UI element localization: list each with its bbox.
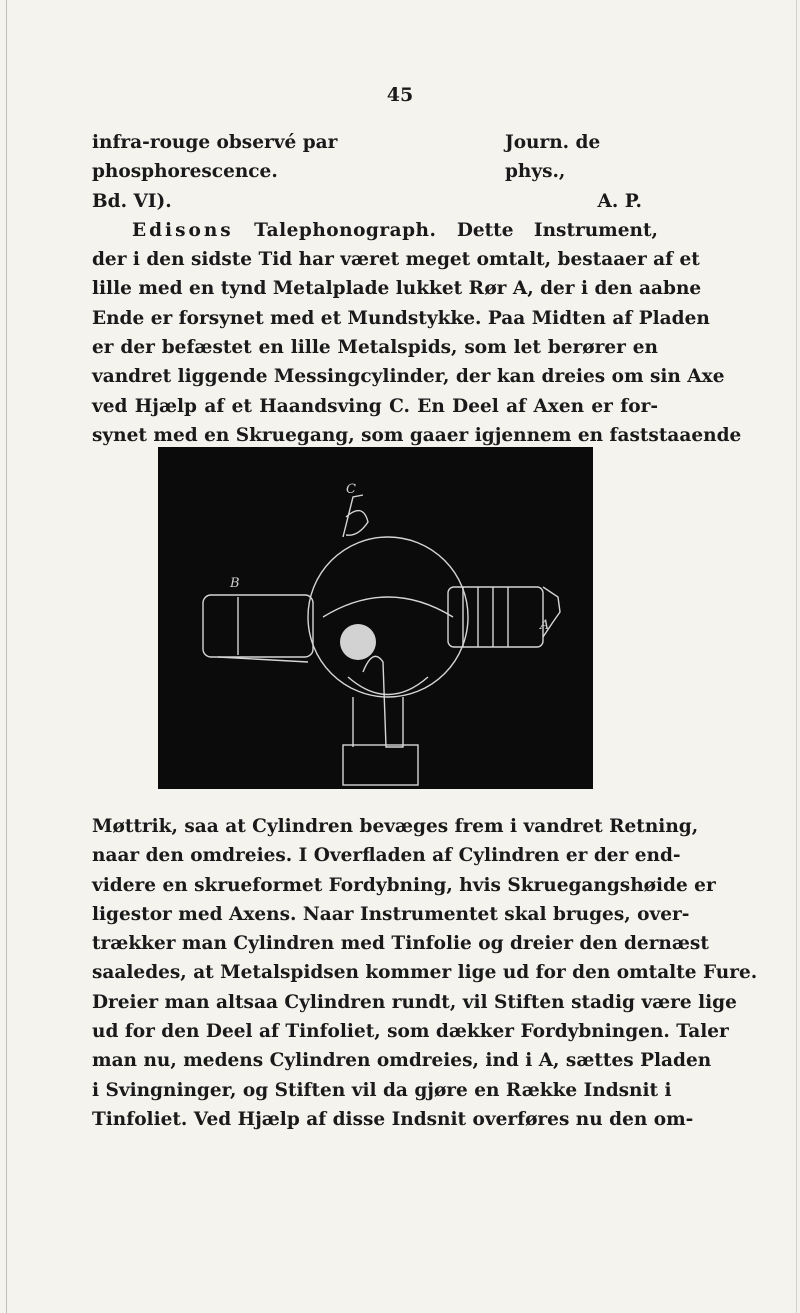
section-heading-word2: Talephonograph.	[254, 219, 437, 241]
paragraph-line: man nu, medens Cylindren omdreies, ind i A, sættes Pladen	[92, 1050, 712, 1072]
paragraph-line: vandret liggende Messingcylinder, der kan dreies om sin Axe	[92, 366, 725, 388]
citation-right-1: Journ. de phys.,	[504, 132, 601, 183]
paragraph-line: Tinfoliet. Ved Hjælp af disse Indsnit overføres nu den om-	[92, 1108, 694, 1130]
metal-point	[340, 624, 376, 660]
paragraph-line: naar den omdreies. I Overfladen af Cylindren er der end-	[92, 845, 681, 867]
drum-arc	[323, 597, 453, 617]
barrel-a-outline	[448, 587, 543, 647]
cylinder-b-shadow-line	[218, 657, 308, 662]
paragraph-line: lille med en tynd Metalplade lukket Rør A, der i den aabne	[92, 278, 702, 300]
paragraph-line: videre en skrueformet Fordybning, hvis Skruegangshøide er	[92, 874, 716, 896]
figure-label-b: B	[230, 576, 240, 591]
paragraph-line: er der befæstet en lille Metalspids, som let berører en	[92, 337, 658, 359]
paragraph-line: i Svingninger, og Stiften vil da gjøre en Række Indsnit i	[92, 1079, 672, 1101]
stand-base	[343, 745, 418, 785]
page-edge-right	[796, 0, 797, 1313]
heading-line	[92, 216, 658, 245]
paragraph-line: der i den sidste Tid har været meget omtalt, bestaaer af et	[92, 249, 700, 271]
paragraph-line: synet med en Skruegang, som gaaer igjennem en faststaaende	[92, 424, 742, 446]
citation-line-2	[92, 187, 658, 216]
page-number: 45	[386, 84, 414, 106]
paragraph-line: ligestor med Axens. Naar Instrumentet skal bruges, over-	[92, 903, 690, 925]
page-edge-left	[6, 0, 7, 1313]
paragraph-line: saaledes, at Metalspidsen kommer lige ud for den omtalte Fure.	[92, 962, 758, 984]
telephonograph-illustration	[158, 447, 593, 789]
cylinder-b-outline	[203, 595, 313, 657]
stand-arm	[363, 656, 403, 747]
citation-line-1	[92, 128, 658, 187]
top-text-block	[92, 128, 742, 450]
section-heading-word1: Edisons	[132, 219, 234, 241]
paragraph-line: Møttrik, saa at Cylindren bevæges frem i vandret Retning,	[92, 816, 699, 837]
paragraph-line: Dette Instrument,	[456, 219, 658, 241]
figure-label-c: C	[346, 482, 356, 497]
figure-label-a: A	[540, 618, 550, 633]
telephonograph-figure	[158, 447, 593, 789]
citation-left-2: Bd. VI).	[92, 190, 172, 212]
paragraph-line: Ende er forsynet med et Mundstykke. Paa Midten af Pladen	[92, 307, 710, 329]
paragraph-line: Dreier man altsaa Cylindren rundt, vil Stiften stadig være lige	[92, 991, 737, 1013]
bottom-text-block	[92, 812, 758, 1134]
citation-right-2: A. P.	[597, 190, 642, 212]
paragraph-line: ud for den Deel af Tinfoliet, som dækker Fordybningen. Taler	[92, 1021, 729, 1043]
central-drum	[308, 537, 468, 697]
paragraph-line: ved Hjælp af et Haandsving C. En Deel af Axen er for-	[92, 395, 658, 417]
citation-left-1: infra-rouge observé par phosphorescence.	[92, 132, 338, 183]
paragraph-line: trækker man Cylindren med Tinfolie og dreier den dernæst	[92, 933, 709, 955]
handle-c-grip	[346, 511, 368, 536]
